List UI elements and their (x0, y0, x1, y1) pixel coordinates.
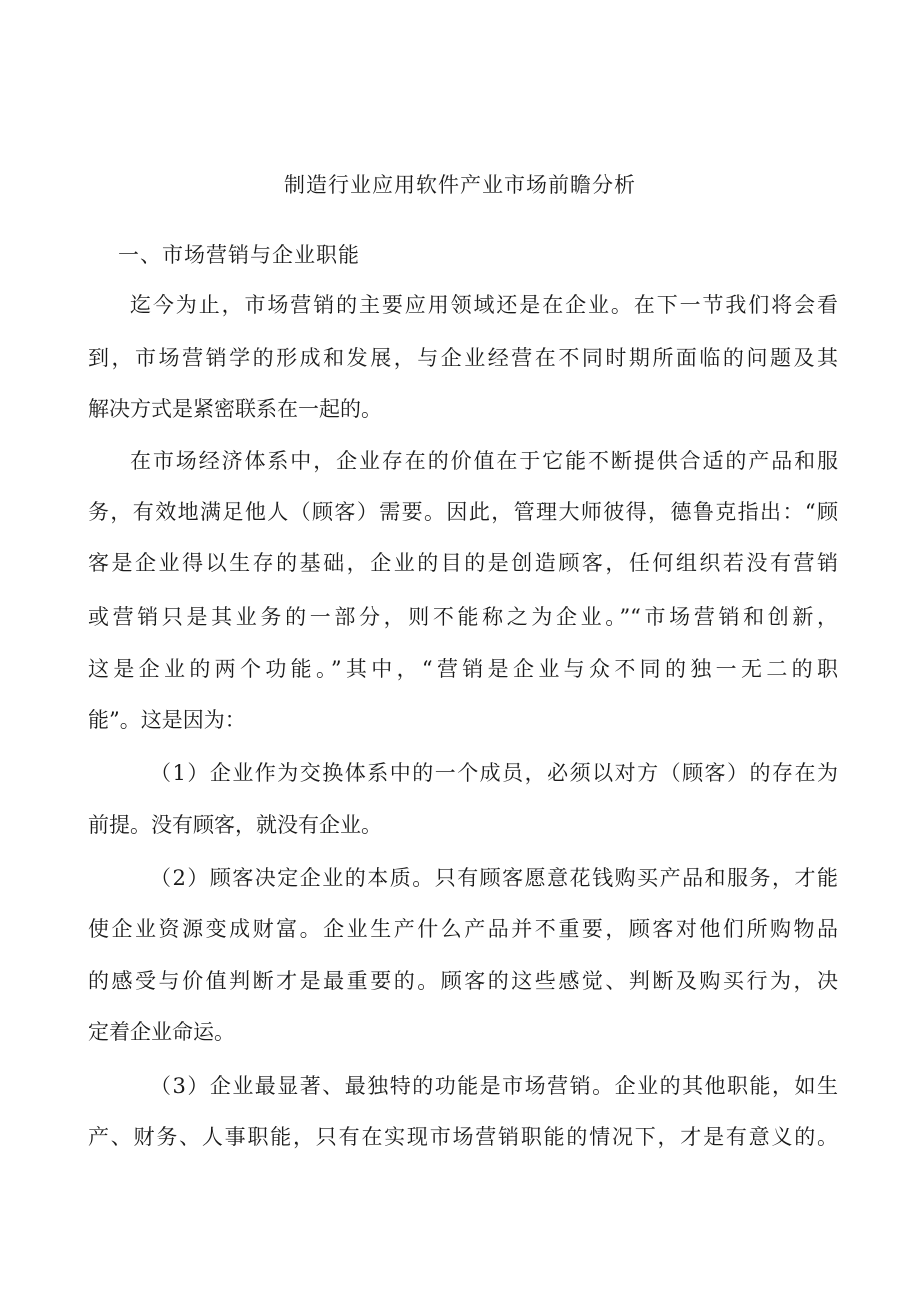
document-title: 制造行业应用软件产业市场前瞻分析 (284, 173, 636, 197)
list-item-line: （3）企业最显著、最独特的功能是市场营销。企业的其他职能，如生 (150, 1074, 838, 1098)
list-item-line: 使企业资源变成财富。企业生产什么产品并不重要，顾客对他们所购物品 (88, 917, 838, 941)
paragraph-line: 迄今为止，市场营销的主要应用领域还是在企业。在下一节我们将会看 (130, 293, 838, 317)
paragraph-line: 或营销只是其业务的一部分，则不能称之为企业。”“市场营销和创新， (88, 605, 838, 629)
section-heading: 一、市场营销与企业职能 (118, 243, 360, 267)
paragraph-line: 客是企业得以生存的基础，企业的目的是创造顾客，任何组织若没有营销 (88, 551, 838, 575)
list-item-line: 前提。没有顾客，就没有企业。 (88, 813, 382, 837)
list-item-line: 的感受与价值判断才是最重要的。顾客的这些感觉、判断及购买行为，决 (88, 969, 838, 993)
paragraph-line: 务，有效地满足他人（顾客）需要。因此，管理大师彼得，德鲁克指出：“顾 (88, 500, 838, 524)
paragraph-line: 能”。这是因为： (88, 708, 246, 732)
list-item-line: 定着企业命运。 (88, 1020, 235, 1044)
paragraph-line: 这是企业的两个功能。”其中，“营销是企业与众不同的独一无二的职 (88, 657, 838, 681)
list-item-line: （2）顾客决定企业的本质。只有顾客愿意花钱购买产品和服务，才能 (150, 866, 838, 890)
paragraph-line: 在市场经济体系中，企业存在的价值在于它能不断提供合适的产品和服 (130, 449, 838, 473)
list-item-line: （1）企业作为交换体系中的一个成员，必须以对方（顾客）的存在为 (150, 761, 838, 785)
paragraph-line: 到，市场营销学的形成和发展，与企业经营在不同时期所面临的问题及其 (88, 346, 838, 370)
list-item-line: 产、财务、人事职能，只有在实现市场营销职能的情况下，才是有意义的。 (88, 1125, 838, 1149)
paragraph-line: 解决方式是紧密联系在一起的。 (88, 397, 382, 421)
